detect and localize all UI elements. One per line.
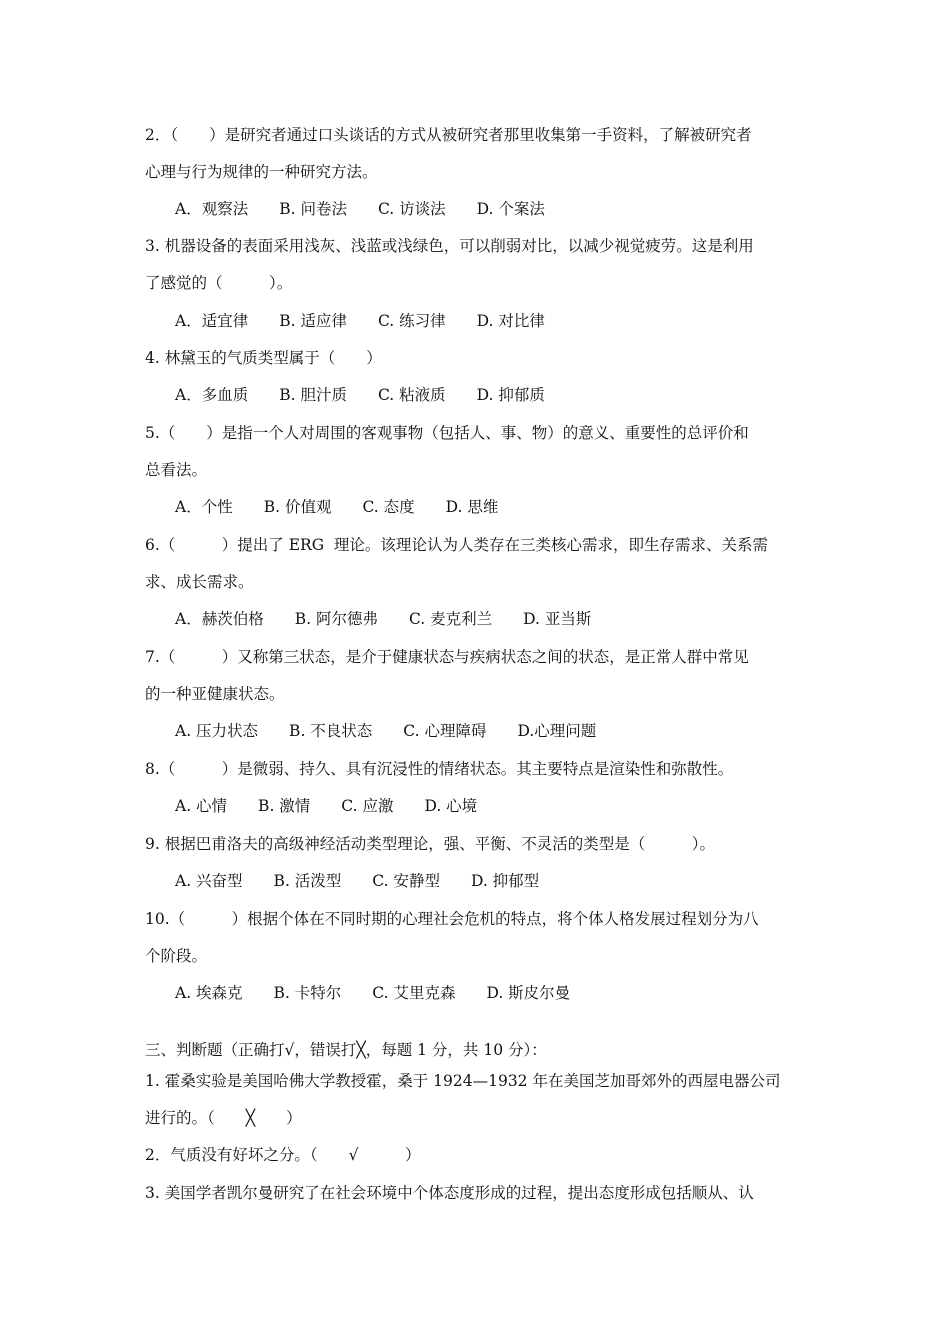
question-3-line-1: 3. 机器设备的表面采用浅灰、浅蓝或浅绿色，可以削弱对比，以减少视觉疲劳。这是利用 — [145, 237, 754, 255]
question-5-line-2: 总看法。 — [145, 461, 208, 479]
section-heading-true-false: 三、判断题（正确打√，错误打╳，每题 1 分，共 10 分）： — [145, 1041, 547, 1059]
question-2-options: A．观察法 B. 问卷法 C. 访谈法 D. 个案法 — [175, 200, 545, 218]
question-7-line-2: 的一种亚健康状态。 — [145, 685, 285, 703]
question-7-line-1: 7.（ ）又称第三状态，是介于健康状态与疾病状态之间的状态，是正常人群中常见 — [145, 648, 749, 666]
question-2-line-2: 心理与行为规律的一种研究方法。 — [145, 163, 378, 181]
question-5-line-1: 5.（ ）是指一个人对周围的客观事物（包括人、事、物）的意义、重要性的总评价和 — [145, 424, 749, 442]
judgment-1-line-2: 进行的。（ ╳ ） — [145, 1109, 302, 1127]
question-5-options: A．个性 B. 价值观 C. 态度 D. 思维 — [175, 498, 499, 516]
judgment-2-line-1: 2．气质没有好坏之分。（ √ ） — [145, 1146, 421, 1164]
question-6-options: A．赫茨伯格 B. 阿尔德弗 C. 麦克利兰 D. 亚当斯 — [175, 610, 592, 628]
question-9-options: A. 兴奋型 B. 活泼型 C. 安静型 D. 抑郁型 — [175, 872, 540, 890]
question-10-line-1: 10.（ ）根据个体在不同时期的心理社会危机的特点，将个体人格发展过程划分为八 — [145, 910, 759, 928]
question-2-line-1: 2．（ ）是研究者通过口头谈话的方式从被研究者那里收集第一手资料，了解被研究者 — [145, 126, 752, 144]
question-7-options: A. 压力状态 B. 不良状态 C. 心理障碍 D.心理问题 — [175, 722, 597, 740]
question-4-options: A．多血质 B. 胆汁质 C. 粘液质 D. 抑郁质 — [175, 386, 545, 404]
question-10-line-2: 个阶段。 — [145, 947, 208, 965]
question-10-options: A. 埃森克 B. 卡特尔 C. 艾里克森 D. 斯皮尔曼 — [175, 984, 571, 1002]
question-6-line-1: 6.（ ）提出了 ERG 理论。该理论认为人类存在三类核心需求，即生存需求、关系需 — [145, 536, 768, 554]
question-3-options: A．适宜律 B. 适应律 C. 练习律 D. 对比律 — [175, 312, 545, 330]
question-4-line-1: 4. 林黛玉的气质类型属于（ ） — [145, 349, 382, 367]
question-3-line-2: 了感觉的（ ）。 — [145, 274, 293, 292]
judgment-3-line-1: 3. 美国学者凯尔曼研究了在社会环境中个体态度形成的过程，提出态度形成包括顺从、认 — [145, 1184, 754, 1202]
question-6-line-2: 求、成长需求。 — [145, 573, 254, 591]
question-8-line-1: 8.（ ）是微弱、持久、具有沉浸性的情绪状态。其主要特点是渲染性和弥散性。 — [145, 760, 734, 778]
question-8-options: A. 心情 B. 激情 C. 应激 D. 心境 — [175, 797, 478, 815]
question-9-line-1: 9. 根据巴甫洛夫的高级神经活动类型理论，强、平衡、不灵活的类型是（ ）。 — [145, 835, 715, 853]
judgment-1-line-1: 1. 霍桑实验是美国哈佛大学教授霍，桑于 1924—1932 年在美国芝加哥郊外的西屋电器公司 — [145, 1072, 781, 1090]
